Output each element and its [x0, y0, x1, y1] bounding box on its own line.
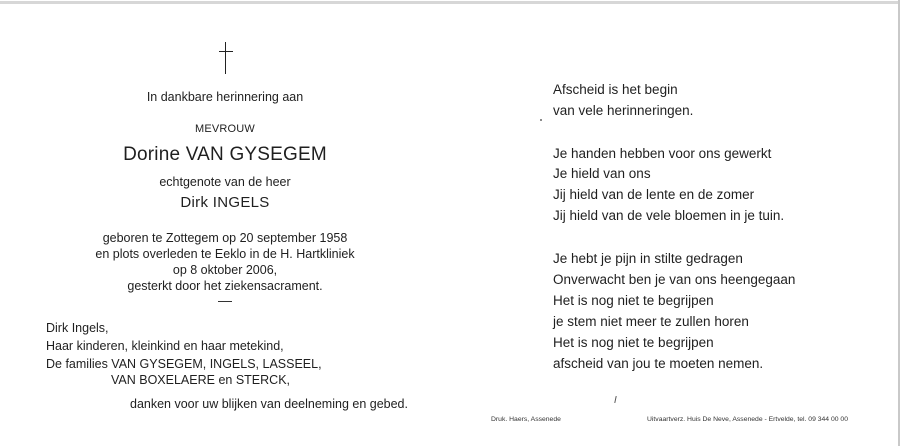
poem-line: afscheid van jou te moeten nemen. [553, 356, 764, 371]
family-line: VAN BOXELAERE en STERCK, [111, 373, 290, 387]
poem-line: Je handen hebben voor ons gewerkt [553, 146, 772, 161]
bio-line: geboren te Zottegem op 20 september 1958 [102, 231, 348, 245]
deceased-title: MEVROUW [194, 123, 256, 135]
intro-text: In dankbare herinnering aan [146, 90, 304, 104]
poem-line: van vele herinneringen. [553, 103, 694, 118]
poem-line: Het is nog niet te begrijpen [553, 293, 714, 308]
family-line: Haar kinderen, kleinkind en haar metekind, [46, 339, 284, 353]
family-line: De families VAN GYSEGEM, INGELS, LASSEEL, [46, 357, 322, 371]
spouse-intro: echtgenote van de heer [159, 175, 291, 189]
poem-line: Afscheid is het begin [553, 82, 678, 97]
thanks-text: danken voor uw blijken van deelneming en gebed. [130, 397, 408, 411]
poem-line: Je hebt je pijn in stilte gedragen [553, 251, 743, 266]
poem-line: Onverwacht ben je van ons heengegaan [553, 272, 796, 287]
bio-line: op 8 oktober 2006, [172, 263, 278, 277]
undertaker-credit: Uitvaartverz. Huis De Neve, Assenede - Ertvelde, tel. 09 344 00 00 [647, 416, 848, 423]
bio-line: gesterkt door het ziekensacrament. [127, 279, 323, 293]
poem-line: Jij hield van de lente en de zomer [553, 187, 755, 202]
printer-credit: Druk. Haers, Assenede [491, 416, 561, 423]
poem-line: Je hield van ons [553, 166, 651, 181]
print-speck [540, 119, 542, 121]
right-page [450, 0, 900, 446]
print-mark [614, 396, 616, 403]
deceased-name: Dorine VAN GYSEGEM [123, 144, 327, 165]
poem-line: Het is nog niet te begrijpen [553, 335, 714, 350]
family-line: Dirk Ingels, [46, 321, 109, 335]
separator-dash [218, 301, 232, 302]
poem-line: je stem niet meer te zullen horen [553, 314, 749, 329]
poem-line: Jij hield van de vele bloemen in je tuin. [553, 208, 785, 223]
bio-line: en plots overleden te Eeklo in de H. Hartkliniek [95, 247, 355, 261]
spouse-name: Dirk INGELS [180, 194, 270, 211]
cross-icon [218, 42, 234, 74]
